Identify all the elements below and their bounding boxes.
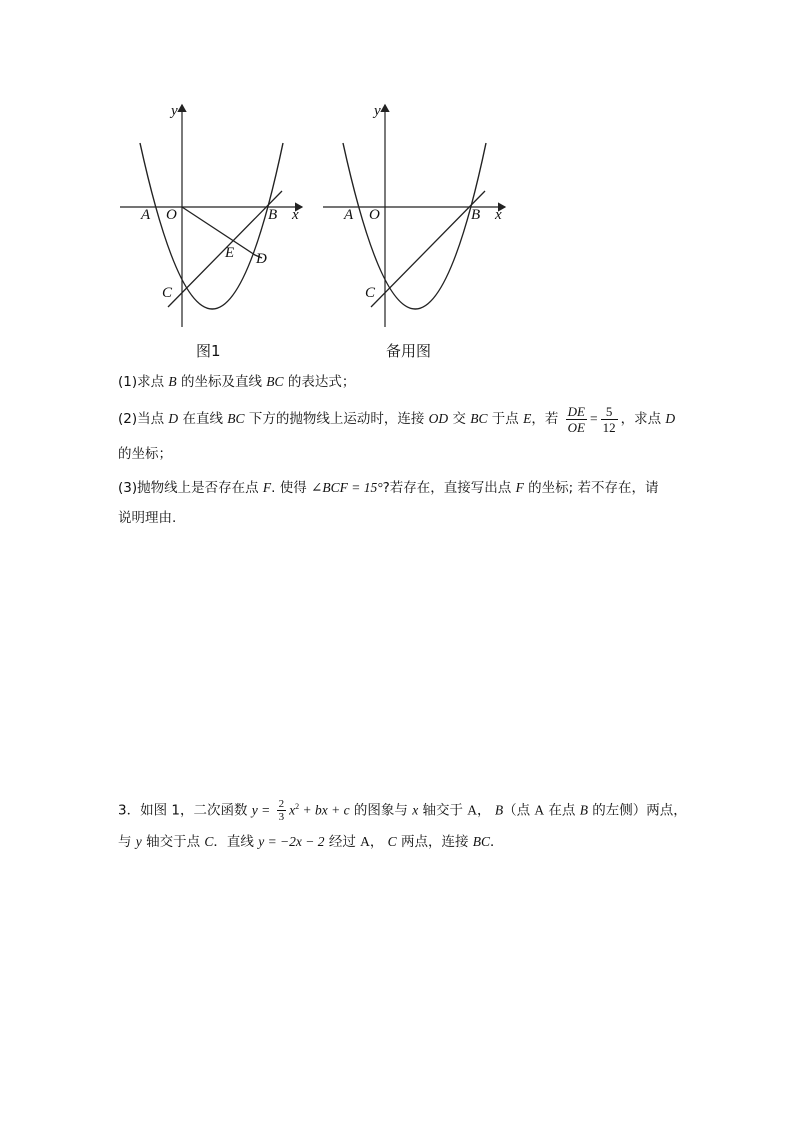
label-x: x [495, 207, 502, 223]
label-b: B [471, 207, 481, 223]
figure-2-caption: 备用图 [386, 342, 432, 360]
label-b: B [268, 207, 278, 223]
label-e: E [225, 245, 235, 261]
question-2-cont: 的坐标； [118, 446, 172, 462]
label-o: O [369, 207, 380, 223]
fraction-de-oe: $\frac{DE}{OE}$ [567, 403, 585, 435]
label-d: D [256, 251, 267, 267]
fraction-2-3: $\frac{2}{3}$ [278, 798, 285, 823]
label-x: x [292, 207, 299, 223]
label-a: A [141, 207, 151, 223]
question-1: (1)求点 B 的坐标及直线 BC 的表达式； [118, 374, 356, 390]
label-y: y [374, 103, 381, 119]
problem-3-line-2: 与 y 轴交于点 C．直线 y = −2x − 2 经过 A， C 两点，连接 BC． [118, 834, 504, 850]
label-c: C [162, 285, 173, 301]
question-3-cont: 说明理由. [118, 510, 177, 526]
problem-3-line-1: 3．如图 1，二次函数 y = $\frac{2}{3}$ $x^2$ + bx + c 的图象与 x 轴交于 A， B（点 A 在点 B 的左侧）两点， [118, 798, 687, 823]
figure-2 [313, 95, 513, 335]
figure-1-caption: 图1 [196, 342, 221, 360]
figure-1 [110, 95, 310, 335]
question-3: (3)抛物线上是否存在点 F. 使得 ∠BCF = 15°?若存在，直接写出点 F 的坐标; 若不存在，请 [118, 480, 659, 496]
label-o: O [166, 207, 177, 223]
fraction-5-12: $\frac{5}{12}$ [602, 403, 616, 435]
label-y: y [171, 103, 178, 119]
segment-od [182, 207, 262, 258]
line-bc [371, 191, 485, 307]
label-a: A [344, 207, 354, 223]
question-2: (2)当点 D 在直线 BC 下方的抛物线上运动时，连接 OD 交 BC 于点 E，若 $\frac{DE}{OE}$ = $\frac{5}{12}$ ，求点 D [118, 403, 676, 435]
label-c: C [365, 285, 376, 301]
